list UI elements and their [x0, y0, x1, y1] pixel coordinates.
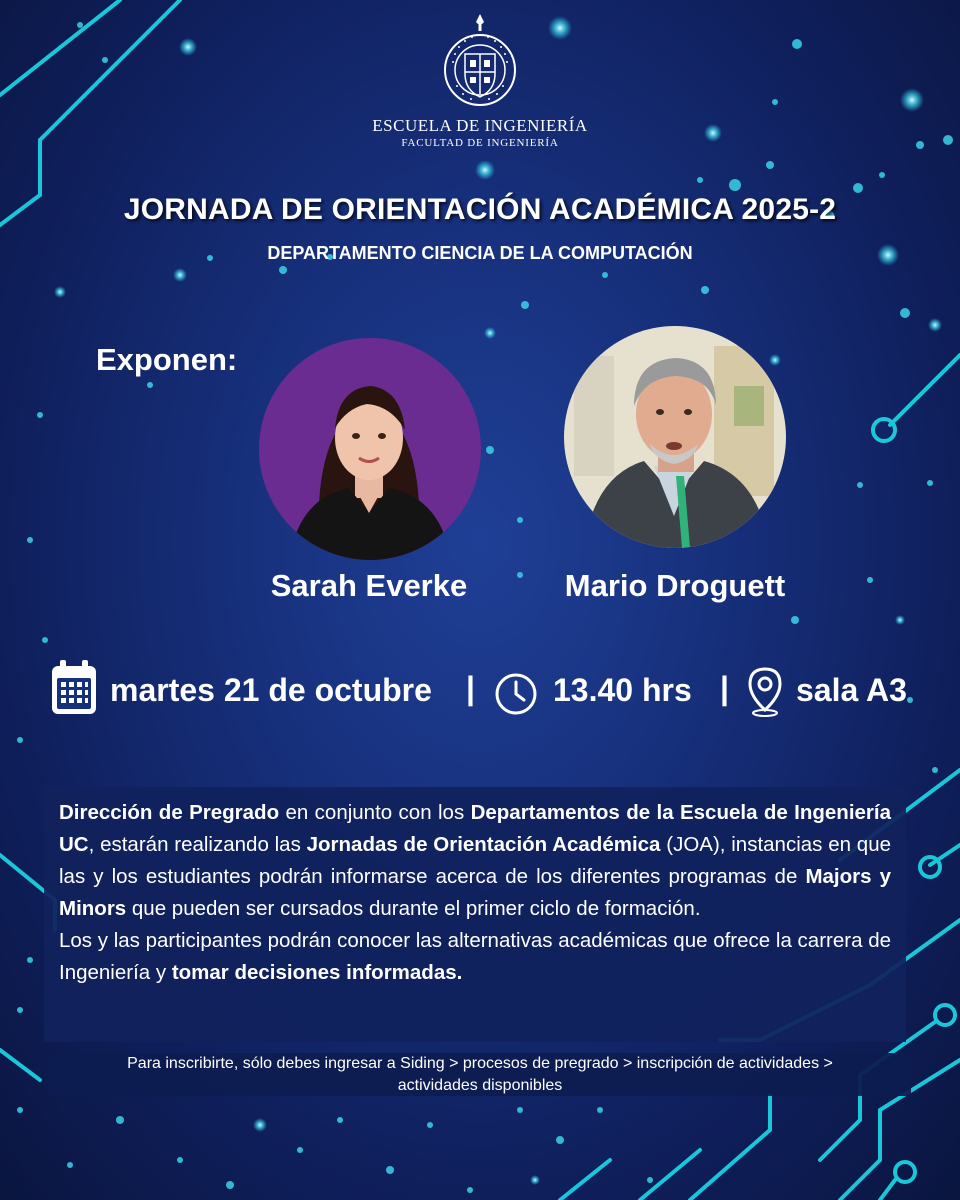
- highlight-text: Departamentos de la Escuela de Ingeniería UC: [59, 801, 891, 856]
- body-text: (JOA), instancias en que las y los estudiantes podrán informarse acerca de los diferentes programas de: [59, 833, 891, 888]
- faculty-name: FACULTAD DE INGENIERÍA: [401, 137, 559, 149]
- event-date: martes 21 de octubre: [110, 672, 432, 708]
- school-name: ESCUELA DE INGENIERÍA: [372, 116, 588, 135]
- calendar-icon: [50, 660, 98, 716]
- event-time: 13.40 hrs: [553, 672, 692, 708]
- highlight-text: Jornadas de Orientación Académica: [306, 833, 661, 856]
- description-panel: [44, 787, 906, 1042]
- speaker-name: Mario Droguett: [564, 568, 786, 603]
- event-details: [0, 658, 960, 722]
- highlight-text: Majors y Minors: [59, 865, 892, 920]
- instructions-line: actividades disponibles: [397, 1077, 563, 1094]
- registration-instructions: [49, 1053, 911, 1096]
- event-room: sala A3: [796, 672, 907, 708]
- body-text: , estarán realizando las: [88, 833, 307, 856]
- description-paragraph: [59, 925, 891, 989]
- clock-icon: [494, 672, 538, 716]
- university-seal-logo: [443, 12, 517, 108]
- body-text: que pueden ser cursados durante el primer ciclo de formación.: [126, 897, 701, 920]
- speaker-photo-mario-droguett: [564, 326, 786, 548]
- speaker-photo-sarah-everke: [259, 338, 481, 560]
- instructions-line: Para inscribirte, sólo debes ingresar a Siding > procesos de pregrado > inscripción de actividades >: [127, 1055, 833, 1072]
- description-paragraph: [59, 797, 891, 925]
- separator: |: [720, 670, 729, 706]
- event-title: JORNADA DE ORIENTACIÓN ACADÉMICA 2025-2: [123, 193, 837, 226]
- speaker-name: Sarah Everke: [270, 568, 468, 603]
- highlight-text: tomar decisiones informadas.: [171, 961, 463, 984]
- body-text: Los y las participantes podrán conocer las alternativas académicas que ofrece la carrera de Ingeniería y: [59, 929, 891, 984]
- separator: |: [466, 670, 475, 706]
- body-text: en conjunto con los: [279, 801, 471, 824]
- speakers-heading: Exponen:: [96, 342, 238, 377]
- highlight-text: Dirección de Pregrado: [59, 801, 280, 824]
- department-name: DEPARTAMENTO CIENCIA DE LA COMPUTACIÓN: [267, 243, 693, 263]
- location-pin-icon: [747, 666, 783, 718]
